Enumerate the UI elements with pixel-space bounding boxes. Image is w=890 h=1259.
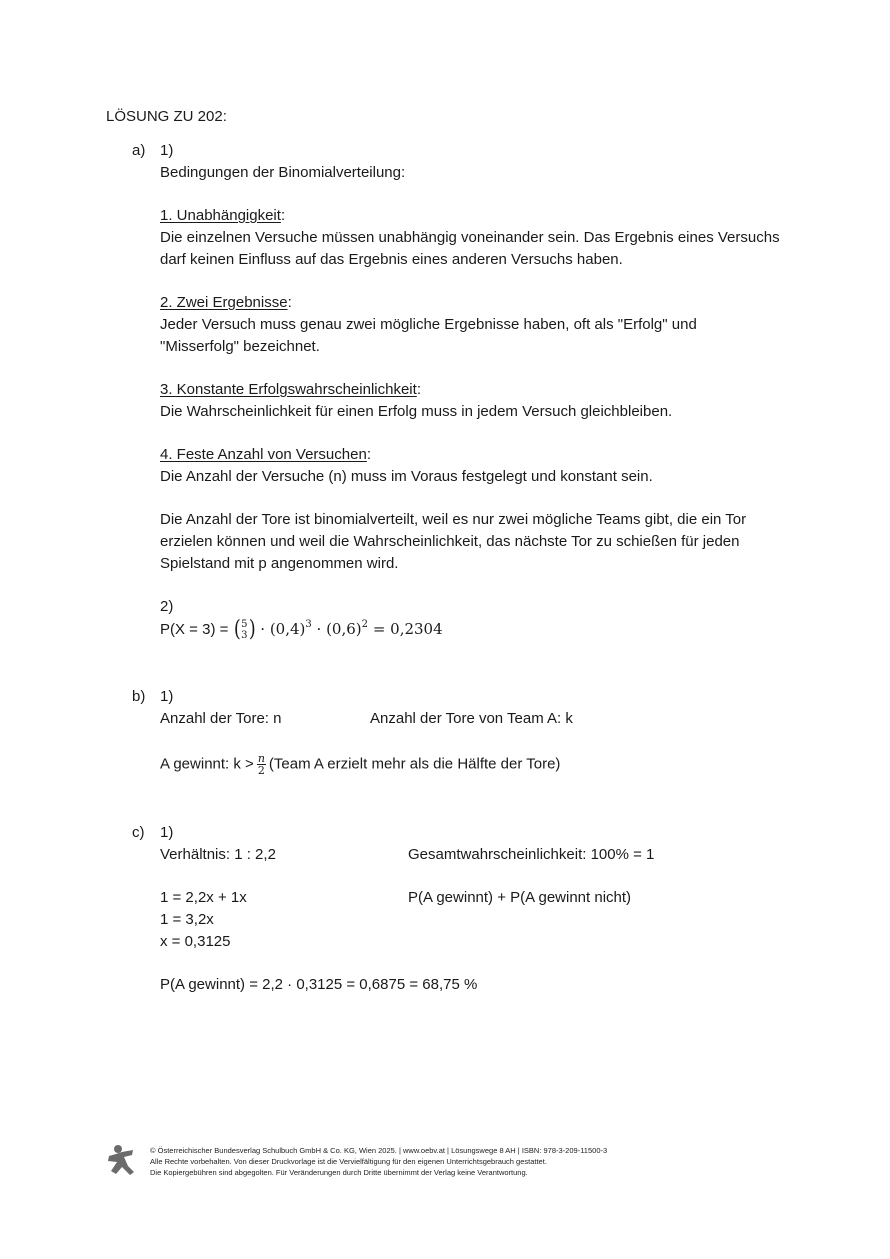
goals-team-a-label: Anzahl der Tore von Team A: k	[370, 710, 573, 727]
footer-rights: Alle Rechte vorbehalten. Von dieser Druckvorlage ist die Vervielfältigung für den eigenen Unterrichtsgebrauch gestattet.	[150, 1157, 547, 1166]
condition-3-text-line: Die Wahrscheinlichkeit für einen Erfolg muss in jedem Versuch gleichbleiben.	[160, 403, 673, 420]
condition-4-title: 4. Feste Anzahl von Versuchen:	[160, 446, 371, 463]
footer-copyright: © Österreichischer Bundesverlag Schulbuch GmbH & Co. KG, Wien 2025. | www.oebv.at | Lösungswege 8 AH | ISBN: 978-3-209-11500-3	[150, 1146, 608, 1155]
goals-total-label: Anzahl der Tore: n	[160, 710, 282, 727]
win-condition: A gewinnt: k > $\frac{n}{2}$ (Team A erzielt mehr als die Hälfte der Tore)	[160, 752, 561, 777]
total-probability-text: Gesamtwahrscheinlichkeit: 100% = 1	[408, 846, 655, 863]
conclusion-line: Die Anzahl der Tore ist binomialverteilt, weil es nur zwei mögliche Teams gibt, die ein Tor	[160, 511, 747, 528]
fraction-n-over-2: $\frac{n}{2}$	[257, 752, 265, 777]
equation-line: 1 = 3,2x	[160, 911, 214, 928]
part-c-label: c)	[132, 824, 145, 841]
page-heading: LÖSUNG ZU 202:	[106, 108, 227, 125]
part-b-label: b)	[132, 688, 146, 705]
footer-disclaimer: Die Kopiergebühren sind abgegolten. Für Veränderungen durch Dritte übernimmt der Verlag keine Verantwortung.	[150, 1168, 528, 1177]
condition-3-title: 3. Konstante Erfolgswahrscheinlichkeit:	[160, 381, 421, 398]
publisher-logo-icon	[106, 1144, 136, 1176]
part-a-label: a)	[132, 142, 146, 159]
final-result: P(A gewinnt) = 2,2 · 0,3125 = 0,6875 = 68,75 %	[160, 976, 478, 993]
part-b-sub1-label: 1)	[160, 688, 174, 705]
condition-2-text-line: Jeder Versuch muss genau zwei mögliche Ergebnisse haben, oft als "Erfolg" und	[160, 316, 697, 333]
condition-1-text-line: darf keinen Einfluss auf das Ergebnis eines anderen Versuchs haben.	[160, 251, 623, 268]
part-a-sub2-label: 2)	[160, 598, 174, 615]
conclusion-line: Spielstand mit p angenommen wird.	[160, 555, 399, 572]
condition-4-text-line: Die Anzahl der Versuche (n) muss im Voraus festgelegt und konstant sein.	[160, 468, 653, 485]
ratio-text: Verhältnis: 1 : 2,2	[160, 846, 276, 863]
part-c-sub1-label: 1)	[160, 824, 174, 841]
condition-2-text-line: "Misserfolg" bezeichnet.	[160, 338, 320, 355]
probability-sum-text: P(A gewinnt) + P(A gewinnt nicht)	[408, 889, 632, 906]
condition-1-text-line: Die einzelnen Versuche müssen unabhängig voneinander sein. Das Ergebnis eines Versuchs	[160, 229, 780, 246]
binomial-formula: P(X = 3) = ( 5 3 ) · $(0,4)^3 \cdot (0,6)^2 = 0,2304$	[160, 617, 443, 643]
part-a-intro: Bedingungen der Binomialverteilung:	[160, 164, 406, 181]
equation-line: 1 = 2,2x + 1x	[160, 889, 247, 906]
conclusion-line: erzielen können und weil die Wahrscheinlichkeit, das nächste Tor zu schießen für jeden	[160, 533, 740, 550]
equation-line: x = 0,3125	[160, 933, 231, 950]
part-a-sub1-label: 1)	[160, 142, 174, 159]
condition-2-title: 2. Zwei Ergebnisse:	[160, 294, 292, 311]
binomial-coefficient: 5 3	[241, 619, 248, 642]
condition-1-title: 1. Unabhängigkeit:	[160, 207, 286, 224]
